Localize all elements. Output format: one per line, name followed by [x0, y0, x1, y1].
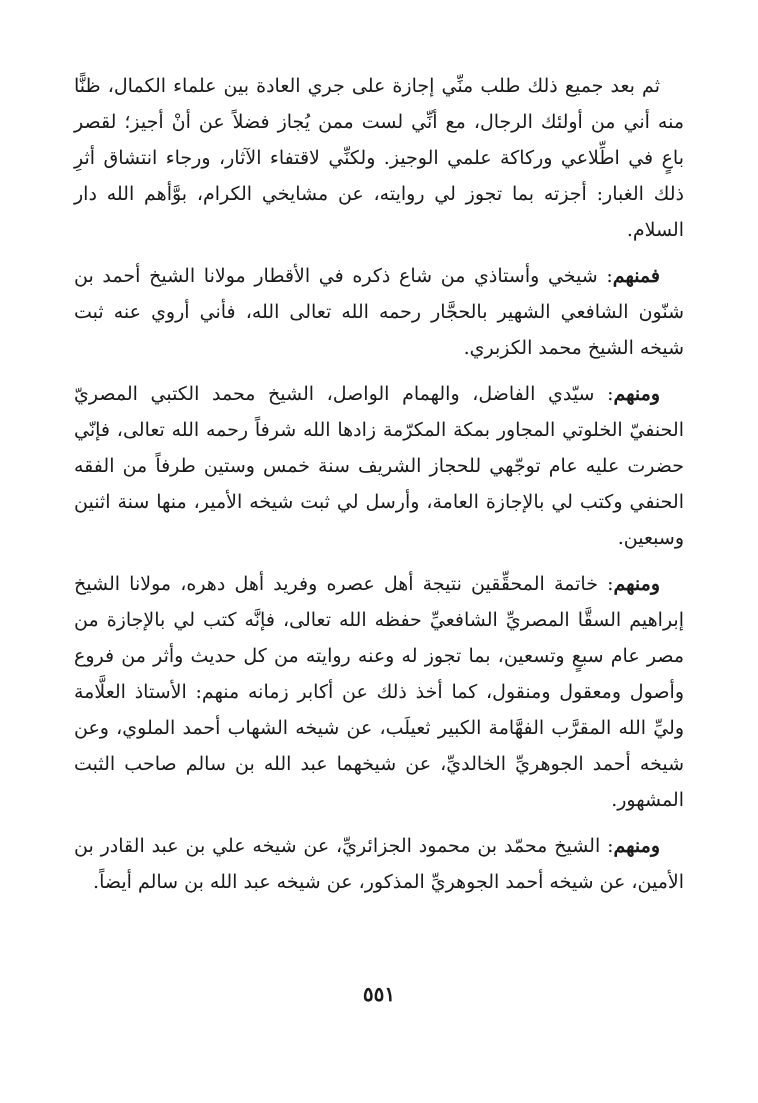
paragraph-3	[74, 376, 684, 556]
paragraph-text: ثم بعد جميع ذلك طلب منِّي إجازة على جري العادة بين علماء الكمال، ظنًّا منه أني من أولئك الرجال، مع أنِّي لست ممن يُجاز فضلاً عن أنْ أجيز؛ لقصر باعٍ في اطِّلاعي وركاكة علمي الوجيز. ولكنِّي لاقتفاء الآثار، ورجاء انتشاق أثرِ ذلك الغبار: أجزته بما تجوز لي روايته، عن مشايخي الكرام، بوَّأهم الله دار السلام.	[74, 75, 684, 241]
paragraph-2	[74, 258, 684, 366]
body-text	[74, 68, 684, 910]
page-number: ٥٥١	[362, 982, 396, 1006]
paragraph-lead: ومنهم	[613, 835, 660, 857]
paragraph-text: : خاتمة المحقِّقين نتيجة أهل عصره وفريد أهل دهره، مولانا الشيخ إبراهيم السقَّا المصريِّ الشافعيِّ حفظه الله تعالى، فإنَّه كتب لي بالإجازة من مصر عام سبعٍ وتسعين، بما تجوز له وعنه روايته من كل حديث وأثر من فروع وأصول ومعقول ومنقول، كما أخذ ذلك عن أكابر زمانه منهم: الأستاذ العلَّامة وليِّ الله المقرَّب الفهَّامة الكبير ثعيلَب، عن شيخه الشهاب أحمد الملوي، وعن شيخه أحمد الجوهريِّ الخالديِّ، عن شيخهما عبد الله بن سالم صاحب الثبت المشهور.	[74, 573, 684, 811]
paragraph-text: : شيخي وأستاذي من شاع ذكره في الأقطار مولانا الشيخ أحمد بن شنّون الشافعي الشهير بالحجَّار رحمه الله تعالى الله، فأني أروي عنه ثبت شيخه الشيخ محمد الكزبري.	[74, 265, 684, 359]
paragraph-1	[74, 68, 684, 248]
paragraph-4	[74, 566, 684, 818]
paragraph-text: : سيّدي الفاضل، والهمام الواصل، الشيخ محمد الكتبي المصريّ الحنفيّ الخلوتي المجاور بمكة المكرّمة زادها الله شرفاً رحمه الله تعالى، فإنّي حضرت عليه عام توجّهي للحجاز الشريف سنة خمس وستين طرفاً من الفقه الحنفي وكتب لي بالإجازة العامة، وأرسل لي ثبت شيخه الأمير، منها سنة اثنين وسبعين.	[74, 383, 684, 549]
paragraph-5	[74, 828, 684, 900]
paragraph-lead: فمنهم	[612, 265, 660, 287]
paragraph-lead: ومنهم	[613, 383, 660, 405]
paragraph-lead: ومنهم	[613, 573, 660, 595]
paragraph-text: : الشيخ محمّد بن محمود الجزائريِّ، عن شيخه علي بن عبد القادر بن الأمين، عن شيخه أحمد الجوهريِّ المذكور، عن شيخه عبد الله بن سالم أيضاً.	[74, 835, 684, 893]
